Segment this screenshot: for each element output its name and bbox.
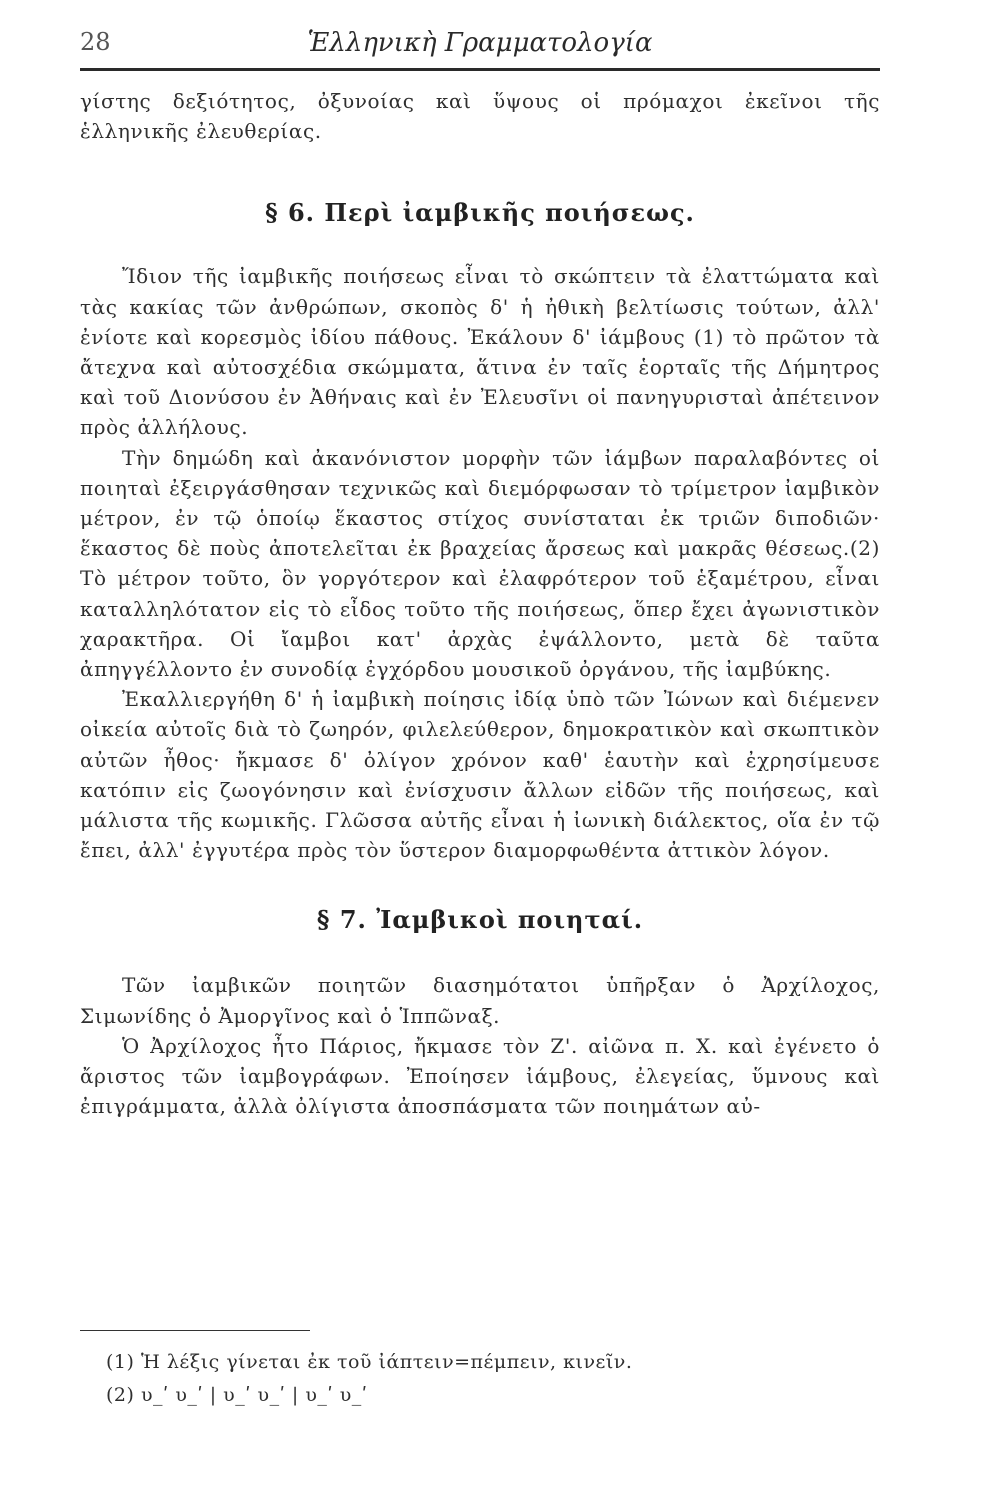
paragraph-iambic-meter: Τὴν δημώδη καὶ ἀκανόνιστον μορφὴν τῶν ἰάμβων παραλαβόντες οἱ ποιηταὶ ἐξειργάσθησαν τεχνικῶς καὶ διεμόρφωσαν τὸ τρίμετρον ἰαμβικὸν μέτρον, ἐν τῷ ὁποίῳ ἕκαστος στίχος συνίσταται ἐκ τριῶν διποδιῶν· ἕκαστος δὲ ποὺς ἀποτελεῖται ἐκ βραχείας ἄρσεως καὶ μακρᾶς θέσεως.(2) Τὸ μέτρον τοῦτο, ὃν γοργότερον καὶ ἐλαφρότερον τοῦ ἑξαμέτρου, εἶναι καταλληλότατον εἰς τὸ εἶδος τοῦτο τῆς ποιήσεως, ὅπερ ἔχει ἀγωνιστικὸν χαρακτῆρα. Οἱ ἴαμβοι κατ' ἀρχὰς ἐψάλλοντο, μετὰ δὲ ταῦτα ἀπηγγέλλοντο ἐν συνοδίᾳ ἐγχόρδου μουσικοῦ ὀργάνου, τῆς ἰαμβύκης. [80,445,880,682]
section-heading-6: § 6. Περὶ ἰαμβικῆς ποιήσεως. [265,198,695,228]
footnotes [106,1346,866,1412]
paragraph-iambic-definition: Ἴδιον τῆς ἰαμβικῆς ποιήσεως εἶναι τὸ σκώπτειν τὰ ἐλαττώματα καὶ τὰς κακίας τῶν ἀνθρώπων, σκοπὸς δ' ἡ ἠθικὴ βελτίωσις τούτων, ἀλλ' ἐνίοτε καὶ κορεσμὸς ἰδίου πάθους. Ἐκάλουν δ' ἰάμβους (1) τὸ πρῶτον τὰ ἄτεχνα καὶ αὐτοσχέδια σκώμματα, ἅτινα ἐν ταῖς ἑορταῖς τῆς Δήμητρος καὶ τοῦ Διονύσου ἐν Ἀθήναις καὶ ἐν Ἐλευσῖνι οἱ πανηγυρισταὶ ἀπέτεινον πρὸς ἀλλήλους. [80,264,880,440]
paragraph-archilochus: Ὁ Ἀρχίλοχος ἦτο Πάριος, ἤκμασε τὸν Ζ'. αἰῶνα π. Χ. καὶ ἐγένετο ὁ ἄριστος τῶν ἰαμβογράφων. Ἐποίησεν ἰάμβους, ἐλεγείας, ὕμνους καὶ ἐπιγράμματα, ἀλλὰ ὀλίγιστα ἀποσπάσματα τῶν ποιημάτων αὐ- [80,1033,880,1119]
paragraph-iambic-poets: Τῶν ἰαμβικῶν ποιητῶν διασημότατοι ὑπῆρξαν ὁ Ἀρχίλοχος, Σιμωνίδης ὁ Ἀμοργῖνος καὶ ὁ Ἱππῶναξ. [80,973,880,1028]
paragraph-continuation: γίστης δεξιότητος, ὀξυνοίας καὶ ὕψους οἱ πρόμαχοι ἐκεῖνοι τῆς ἑλληνικῆς ἐλευθερίας. [80,89,880,144]
page-number: 28 [80,28,111,56]
footnote-rule [80,1330,310,1331]
page-body [80,86,880,1121]
footnote-2: (2) υ_ʹ υ_ʹ | υ_ʹ υ_ʹ | υ_ʹ υ_ʹ [106,1384,368,1406]
section-heading-7: § 7. Ἰαμβικοὶ ποιηταί. [316,905,644,935]
footnote-1: (1) Ἡ λέξις γίνεται ἐκ τοῦ ἰάπτειν=πέμπειν, κινεῖν. [106,1351,633,1373]
header-rule [80,68,880,71]
running-title: Ἑλληνικὴ Γραμματολογία [307,28,653,58]
paragraph-iambic-cultivation: Ἐκαλλιεργήθη δ' ἡ ἰαμβικὴ ποίησις ἰδίᾳ ὑπὸ τῶν Ἰώνων καὶ διέμενεν οἰκεία αὐτοῖς διὰ τὸ ζωηρόν, φιλελεύθερον, δημοκρατικὸν καὶ σκωπτικὸν αὐτῶν ἦθος· ἤκμασε δ' ὀλίγον χρόνον καθ' ἑαυτὴν καὶ ἐχρησίμευσε κατόπιν εἰς ζωογόνησιν καὶ ἐνίσχυσιν ἄλλων εἰδῶν τῆς ποιήσεως, καὶ μάλιστα τῆς κωμικῆς. Γλῶσσα αὐτῆς εἶναι ἡ ἰωνικὴ διάλεκτος, οἵα ἐν τῷ ἔπει, ἀλλ' ἐγγυτέρα πρὸς τὸν ὕστερον διαμορφωθέντα ἀττικὸν λόγον. [80,687,880,863]
page-header [80,24,880,64]
